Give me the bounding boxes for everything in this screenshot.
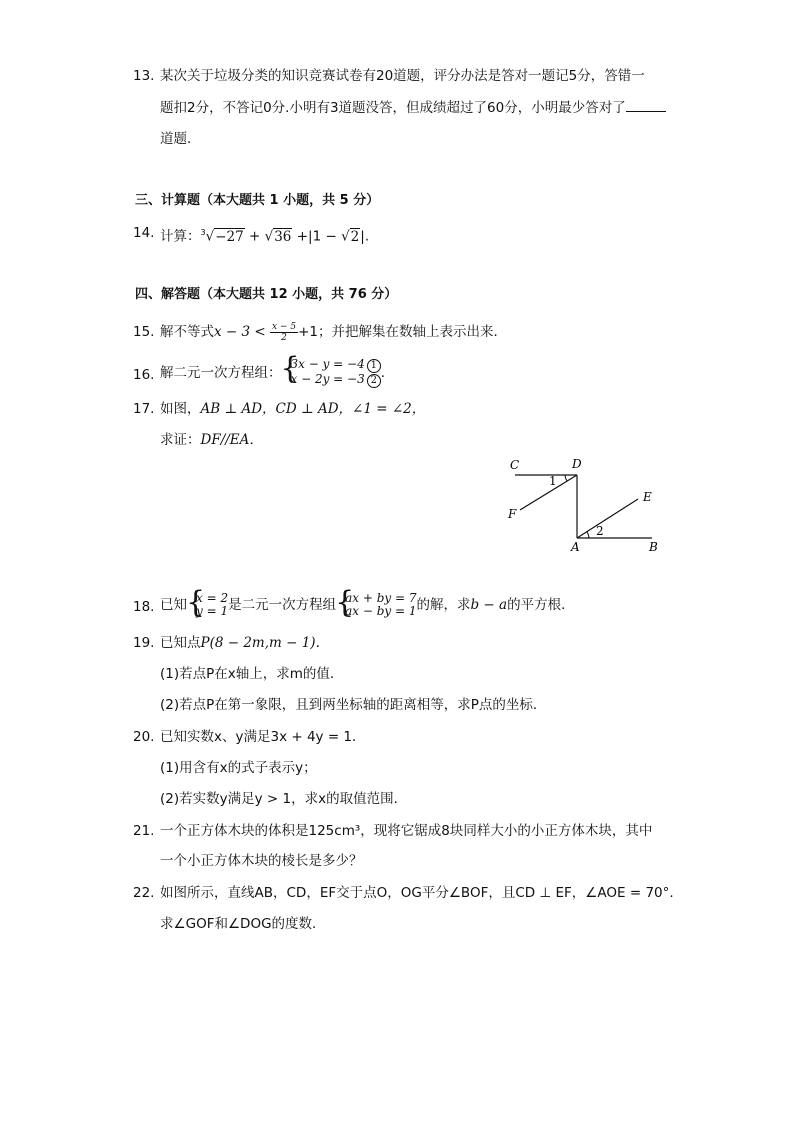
q17-line1-math: AB ⊥ AD，CD ⊥ AD，∠1 = ∠2，	[200, 401, 426, 417]
section3-title: 三、计算题（本大题共 1 小题，共 5 分）	[135, 193, 380, 208]
q18-pre: 已知	[160, 597, 187, 613]
q19-line2: (1)若点P在x轴上，求m的值．	[160, 666, 344, 682]
q18-end: 的平方根．	[507, 597, 575, 613]
q13-line1: 某次关于垃圾分类的知识竞赛试卷有20道题，评分办法是答对一题记5分，答错一	[160, 68, 645, 84]
q14-expression: 计算：$^3$√−27 + √36 +|1 − √2|.	[160, 228, 370, 245]
circled-number: 1	[367, 359, 381, 373]
label-angle-1: 1	[549, 474, 557, 488]
section4-title: 四、解答题（本大题共 12 小题，共 76 分）	[135, 287, 398, 302]
equation-system	[336, 592, 416, 618]
sqrt-arg: 36	[274, 228, 292, 245]
q14-number: 14.	[133, 225, 155, 241]
label-b: B	[649, 540, 658, 554]
cube-root-index: 3	[200, 228, 206, 237]
q16-end: .	[380, 365, 386, 381]
sys1-line2: y = 1	[196, 604, 229, 618]
q21-line2: 一个小正方体木块的棱长是多少？	[160, 853, 363, 869]
frac-bottom: 2	[281, 332, 287, 343]
q15-number: 15.	[133, 324, 155, 340]
q20-number: 20.	[133, 729, 155, 745]
q13-line3: 道题．	[160, 131, 201, 147]
q13-line2	[160, 97, 666, 118]
q17-line2	[160, 430, 263, 450]
abs-end: |.	[360, 228, 370, 245]
q15-expr2: +1；并把解集在数轴上表示出来．	[298, 324, 507, 340]
q17-line1	[160, 399, 425, 419]
label-d: D	[572, 457, 582, 471]
q16-number: 16.	[133, 367, 155, 383]
q13-line2-text: 题扣2分，不答记0分.小明有3道题没答，但成绩超过了60分，小明最少答对了	[160, 100, 626, 116]
fraction	[270, 322, 298, 343]
q14-label: 计算：	[160, 228, 201, 245]
q17-line2-math: DF//EA．	[200, 432, 263, 448]
eq1: 3x − y = −4	[290, 357, 365, 371]
label-c: C	[510, 458, 520, 472]
q13-number: 13.	[133, 68, 155, 84]
q18-text	[160, 589, 575, 621]
label-a: A	[571, 540, 580, 554]
q15-expr1: x − 3 <	[214, 324, 266, 340]
q18-mid: 是二元一次方程组	[228, 597, 337, 613]
eq2: x − 2y = −3	[290, 372, 365, 386]
q17-number: 17.	[133, 401, 155, 417]
q16-pre: 解二元一次方程组：	[160, 365, 282, 381]
sys2-line1: { ax + by = 7	[345, 591, 417, 605]
q22-line1: 如图所示，直线AB，CD，EF交于点O，OG平分∠BOF，且CD ⊥ EF，∠AOE = 70°.	[160, 885, 674, 901]
answer-blank	[626, 97, 666, 112]
q19-line1	[160, 633, 320, 653]
q18-expr: b − a	[470, 597, 508, 613]
abs-part: |1 −	[308, 228, 342, 245]
q19-line3: (2)若点P在第一象限，且到两坐标轴的距离相等，求P点的坐标．	[160, 697, 547, 713]
q22-line2: 求∠GOF和∠DOG的度数．	[160, 916, 326, 932]
q19-number: 19.	[133, 635, 155, 651]
q22-number: 22.	[133, 885, 155, 901]
circled-number: 2	[367, 374, 381, 388]
sqrt2-arg: 2	[350, 228, 360, 245]
label-f: F	[508, 507, 517, 521]
q20-line2: (1)用含有x的式子表示y；	[160, 760, 317, 776]
q16-text	[160, 357, 385, 389]
cube-root-arg: −27	[215, 228, 244, 245]
radical-sign: √	[205, 228, 215, 245]
label-e: E	[643, 490, 652, 504]
sys2-line2: ax − by = 1	[345, 604, 417, 618]
radical-sign: √	[264, 228, 274, 245]
q17-line2-pre: 求证：	[160, 432, 201, 448]
segment-ae	[577, 499, 638, 538]
q20-line3: (2)若实数y满足y > 1，求x的取值范围．	[160, 791, 408, 807]
q18-number: 18.	[133, 599, 155, 615]
angle-2-arc	[587, 532, 589, 538]
q15-pre: 解不等式	[160, 324, 214, 340]
label-angle-2: 2	[596, 524, 604, 538]
q21-number: 21.	[133, 823, 155, 839]
radical-sign: √	[341, 228, 350, 245]
q21-line1: 一个正方体木块的体积是125cm³，现将它锯成8块同样大小的小正方体木块，其中	[160, 823, 653, 839]
equation-system	[282, 358, 381, 388]
q19-line1-pre: 已知点	[160, 635, 201, 651]
solution-system	[187, 592, 228, 618]
sys1-line1: { x = 2	[196, 591, 229, 605]
q20-line1: 已知实数x、y满足3x + 4y = 1．	[160, 729, 366, 745]
q17-line1-pre: 如图，	[160, 401, 201, 417]
angle-1-arc	[565, 475, 567, 481]
geometry-figure	[500, 452, 670, 557]
frac-top: x − 5	[272, 321, 297, 332]
q18-post: 的解，求	[416, 597, 471, 613]
q15-text	[160, 318, 507, 346]
q19-line1-math: P(8 − 2m,m − 1).	[200, 635, 320, 651]
